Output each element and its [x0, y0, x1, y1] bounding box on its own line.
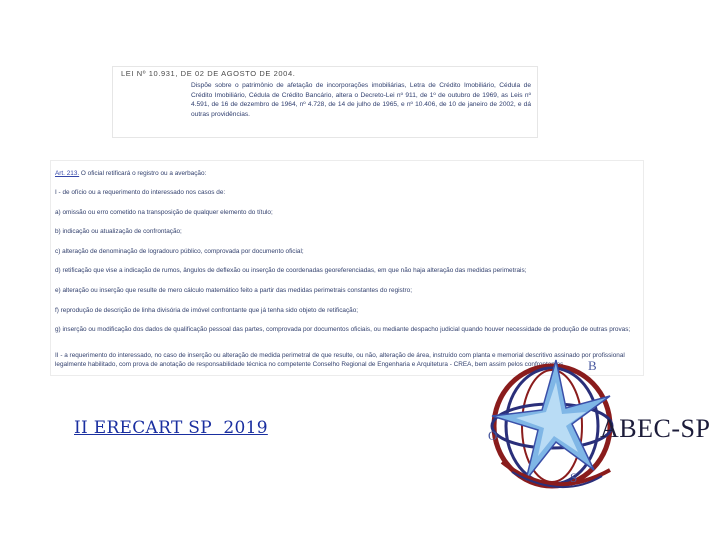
article-item: g) inserção ou modificação dos dados de qualificação pessoal das partes, comprovada por documentos oficiais, ou mediante despacho judicial quando houver necessidade de produção de outras provas;	[55, 326, 631, 333]
article-item: a) omissão ou erro cometido na transposição de qualquer elemento do título;	[55, 209, 273, 216]
article-intro: O oficial retificará o registro ou a averbação:	[79, 170, 207, 177]
article-link[interactable]: Art. 213.	[55, 170, 80, 177]
article-item: b) indicação ou atualização de confrontação;	[55, 228, 182, 235]
logo-letter-b: B	[588, 358, 597, 373]
article-item: II - a requerimento do interessado, no caso de inserção ou alteração de medida perimetral de que resulte, ou não, alteração de área, instruído com planta e memorial descritivo assinado por profissional legalmente habilitado, com prova de anotação de responsabilidade técnica no competente Conselho Regional de Engenharia e Arquitetura - CREA, bem assim pelos confrontantes.	[55, 352, 625, 368]
article-box	[50, 160, 644, 376]
logo-text: ABEC-SP	[600, 414, 711, 443]
logo-letter-s: S	[570, 470, 578, 485]
article-item: d) retificação que vise a indicação de rumos, ângulos de deflexão ou inserção de coordenadas georeferenciadas, em que não haja alteração das medidas perimetrais;	[55, 267, 527, 274]
footer-event-link[interactable]: II ERECART SP 2019	[74, 418, 268, 438]
law-title: LEI Nº 10.931, DE 02 DE AGOSTO DE 2004.	[121, 69, 296, 78]
logo-letter-o: O	[488, 428, 498, 443]
article-heading	[55, 169, 641, 178]
article-item: e) alteração ou inserção que resulte de mero cálculo matemático feito a partir das medidas perimetrais constantes do registro;	[55, 287, 412, 294]
article-item: f) reprodução de descrição de linha divisória de imóvel confrontante que já tenha sido objeto de retificação;	[55, 307, 359, 314]
law-header-box	[112, 66, 538, 138]
article-item: c) alteração de denominação de logradouro público, comprovada por documento oficial;	[55, 248, 304, 255]
article-item: I - de ofício ou a requerimento do interessado nos casos de:	[55, 189, 226, 196]
law-description: Dispõe sobre o patrimônio de afetação de incorporações imobiliárias, Letra de Crédito Imobiliário, Cédula de Crédito Imobiliário, Cédula de Crédito Bancário, altera o Decreto-Lei nº 911, de 1º de outubro de 1969, as Leis nº 4.591, de 16 de dezembro de 1964, nº 4.728, de 14 de julho de 1965, e nº 10.406, de 10 de janeiro de 2002, e dá outras providências.	[191, 82, 531, 118]
